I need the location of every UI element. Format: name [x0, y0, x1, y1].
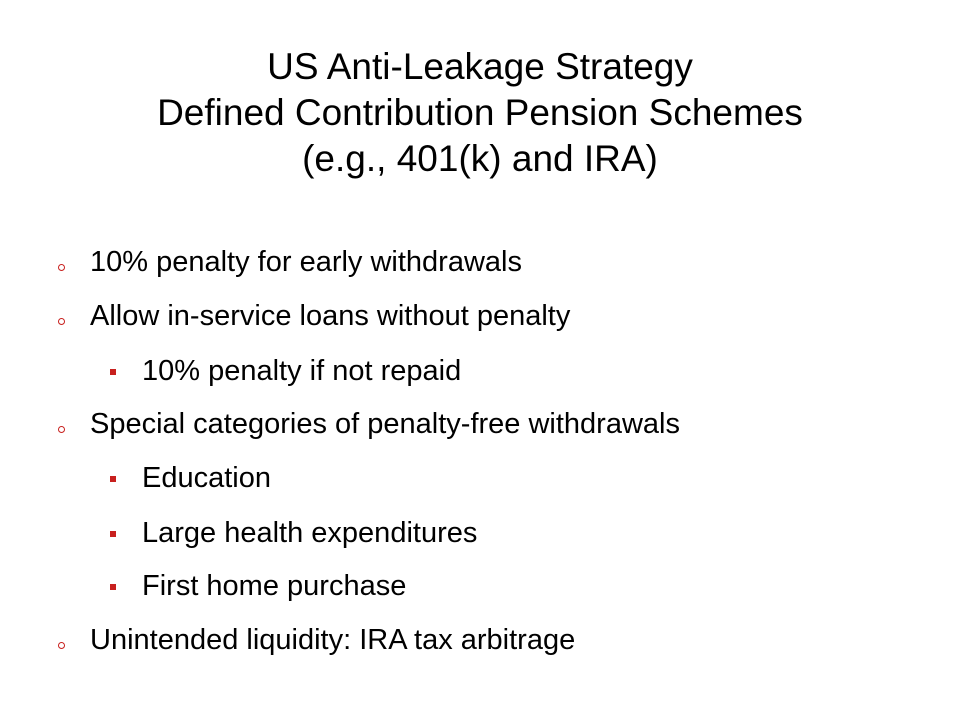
bullet-item	[0, 623, 960, 657]
bullet-item	[0, 299, 960, 333]
hollow-circle-icon	[58, 264, 65, 271]
bullet-text: 10% penalty for early withdrawals	[90, 246, 522, 278]
sub-bullet-text: Large health expenditures	[142, 517, 478, 549]
sub-bullet-item	[0, 516, 960, 550]
title-line: US Anti-Leakage Strategy	[267, 46, 693, 87]
sub-bullet-item	[0, 354, 960, 388]
bullet-text: Allow in-service loans without penalty	[90, 300, 571, 332]
square-bullet-icon	[110, 369, 116, 375]
bullet-item	[0, 245, 960, 279]
square-bullet-icon	[110, 584, 116, 590]
hollow-circle-icon	[58, 426, 65, 433]
square-bullet-icon	[110, 531, 116, 537]
title-line: (e.g., 401(k) and IRA)	[302, 138, 658, 179]
hollow-circle-icon	[58, 318, 65, 325]
sub-bullet-text: First home purchase	[142, 570, 407, 602]
bullet-text: Special categories of penalty-free withdrawals	[90, 408, 680, 440]
square-bullet-icon	[110, 476, 116, 482]
sub-bullet-item	[0, 569, 960, 603]
bullet-text: Unintended liquidity: IRA tax arbitrage	[90, 624, 576, 656]
bullet-item	[0, 407, 960, 441]
title-line: Defined Contribution Pension Schemes	[157, 92, 803, 133]
sub-bullet-text: 10% penalty if not repaid	[142, 355, 462, 387]
sub-bullet-item	[0, 461, 960, 495]
hollow-circle-icon	[58, 642, 65, 649]
sub-bullet-text: Education	[142, 462, 271, 494]
